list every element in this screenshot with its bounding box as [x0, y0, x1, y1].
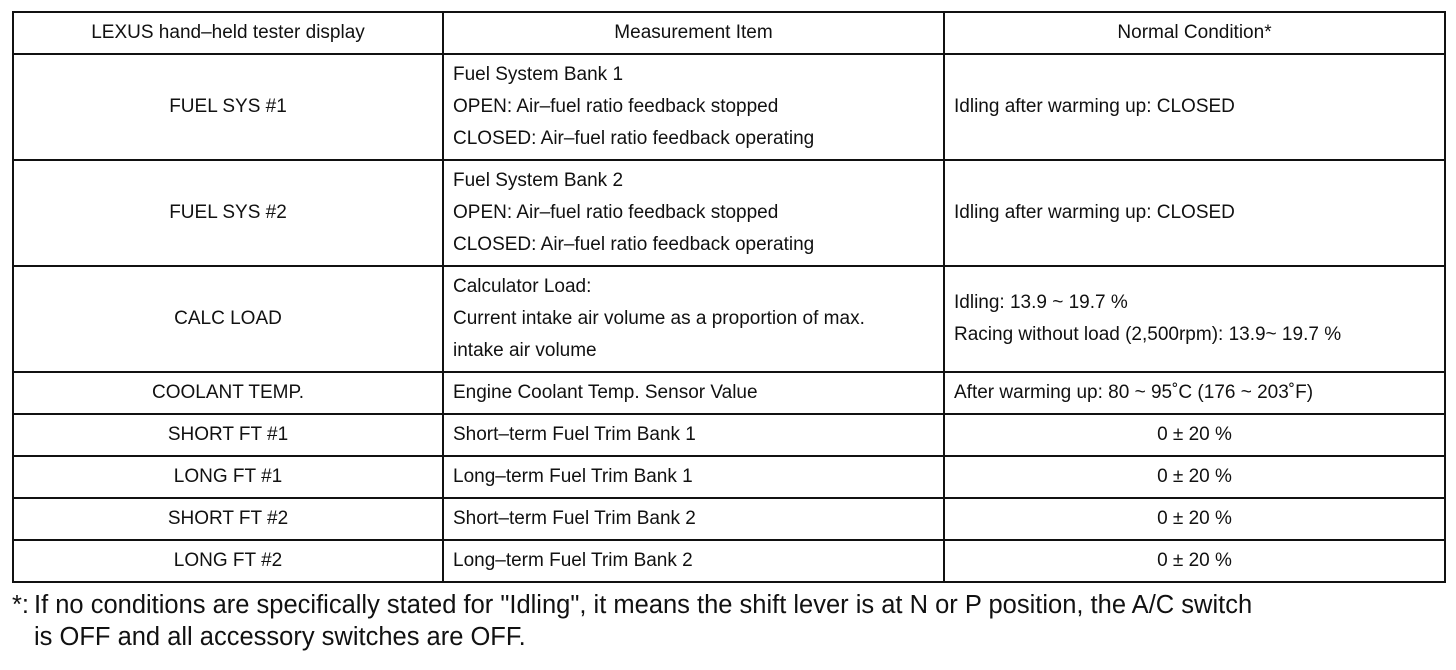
table-header-row	[13, 12, 1445, 54]
measurement-item-line: Fuel System Bank 1	[453, 64, 624, 85]
measurement-item-line: CLOSED: Air–fuel ratio feedback operating	[453, 128, 815, 149]
measurement-item-cell	[443, 266, 944, 372]
footnote	[12, 589, 1452, 653]
normal-condition-cell	[944, 266, 1445, 372]
measurement-item-cell: Engine Coolant Temp. Sensor Value	[443, 372, 944, 414]
footnote-text-line-2: is OFF and all accessory switches are OFF.	[34, 623, 526, 651]
tester-display-cell: FUEL SYS #1	[13, 54, 443, 160]
tester-display-cell: CALC LOAD	[13, 266, 443, 372]
measurement-item-line: Current intake air volume as a proportion of max.	[453, 308, 865, 329]
footnote-text-line-1: If no conditions are specifically stated for "Idling", it means the shift lever is at N or P position, the A/C switch	[34, 591, 1253, 619]
table-row-short-ft-1	[13, 414, 1445, 456]
measurement-item-line: OPEN: Air–fuel ratio feedback stopped	[453, 96, 779, 117]
measurement-item-line: OPEN: Air–fuel ratio feedback stopped	[453, 202, 779, 223]
normal-condition-cell: 0 ± 20 %	[944, 456, 1445, 498]
measurement-item-line: Fuel System Bank 2	[453, 170, 624, 191]
normal-condition-line: Idling after warming up: CLOSED	[954, 96, 1235, 117]
measurement-item-cell: Long–term Fuel Trim Bank 1	[443, 456, 944, 498]
column-header-tester-display: LEXUS hand–held tester display	[13, 12, 443, 54]
tester-display-cell: FUEL SYS #2	[13, 160, 443, 266]
table-row-short-ft-2	[13, 498, 1445, 540]
data-list-table	[12, 11, 1446, 583]
tester-display-cell: COOLANT TEMP.	[13, 372, 443, 414]
table-row-long-ft-2	[13, 540, 1445, 582]
normal-condition-cell: 0 ± 20 %	[944, 540, 1445, 582]
table-row-long-ft-1	[13, 456, 1445, 498]
tester-display-cell: SHORT FT #2	[13, 498, 443, 540]
normal-condition-cell	[944, 160, 1445, 266]
measurement-item-line: intake air volume	[453, 340, 597, 361]
measurement-item-cell	[443, 160, 944, 266]
measurement-item-cell	[443, 54, 944, 160]
tester-display-cell: LONG FT #2	[13, 540, 443, 582]
measurement-item-line: CLOSED: Air–fuel ratio feedback operating	[453, 234, 815, 255]
normal-condition-line: Racing without load (2,500rpm): 13.9~ 19.7 %	[954, 324, 1342, 345]
normal-condition-cell: 0 ± 20 %	[944, 414, 1445, 456]
measurement-item-cell: Short–term Fuel Trim Bank 2	[443, 498, 944, 540]
tester-display-cell: SHORT FT #1	[13, 414, 443, 456]
normal-condition-line: Idling: 13.9 ~ 19.7 %	[954, 292, 1128, 313]
column-header-measurement-item: Measurement Item	[443, 12, 944, 54]
normal-condition-cell: After warming up: 80 ~ 95˚C (176 ~ 203˚F)	[944, 372, 1445, 414]
measurement-item-cell: Short–term Fuel Trim Bank 1	[443, 414, 944, 456]
measurement-item-cell: Long–term Fuel Trim Bank 2	[443, 540, 944, 582]
table-row-fuel-sys-1	[13, 54, 1445, 160]
footnote-marker: *:	[12, 591, 30, 619]
table-row-calc-load	[13, 266, 1445, 372]
tester-display-cell: LONG FT #1	[13, 456, 443, 498]
column-header-normal-condition: Normal Condition*	[944, 12, 1445, 54]
normal-condition-line: Idling after warming up: CLOSED	[954, 202, 1235, 223]
measurement-item-line: Calculator Load:	[453, 276, 592, 297]
table-row-coolant-temp	[13, 372, 1445, 414]
table-row-fuel-sys-2	[13, 160, 1445, 266]
normal-condition-cell	[944, 54, 1445, 160]
normal-condition-cell: 0 ± 20 %	[944, 498, 1445, 540]
